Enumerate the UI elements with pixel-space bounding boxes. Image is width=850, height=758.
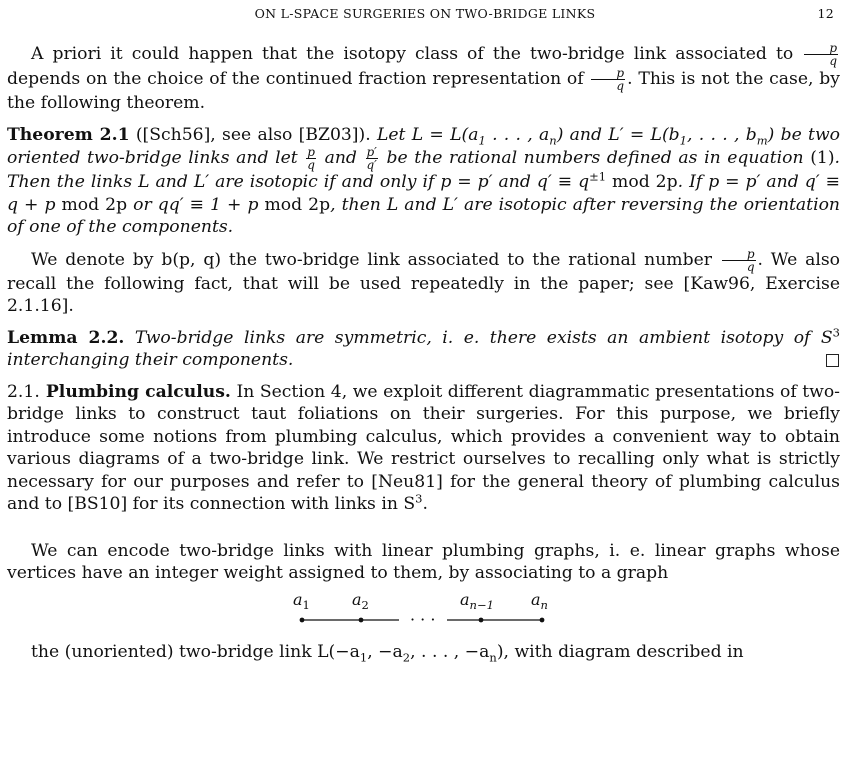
fraction-p-q: $\frac{p}{q}$ (804, 42, 838, 67)
fraction-p-prime-q-prime: $\frac{p'}{q'}$ (366, 145, 377, 172)
section-title: Plumbing calculus. (39, 381, 231, 402)
text-run: the (unoriented) two-bridge link L(−a (31, 641, 360, 662)
lemma-heading: Lemma 2.2. (7, 327, 125, 348)
text-run: We denote by b(p, q) the two-bridge link associated to the rational number (31, 249, 720, 270)
graph-vertex (479, 617, 484, 622)
linear-plumbing-graph (7, 587, 840, 637)
graph-vertex (300, 617, 305, 622)
theorem-statement: Let $L = L(a_1$ . . . , $a_n$) and $L' = L(b_1$, . . . , $b_m$) be two oriented two-bridge links and let $\frac{p}{q}$ and $\frac{p'}{q'}$ be the rational numbers defined as in equation (1). Then the links L and L′ are isotopic if and only if p = p′ and $q' \equiv q^{\pm 1}$ mod 2p. If p = p′ and q′ ≡ q + p mod 2p or qq′ ≡ 1 + p mod 2p, then L and L′ are isotopic after reversing the orientation of one of the components. (7, 124, 841, 237)
vertex-label: $a_2$ (352, 589, 369, 612)
equation-ref[interactable]: (1) (810, 148, 835, 168)
theorem-2-1 (7, 124, 840, 239)
vertex-label: $a_{n-1}$ (460, 589, 494, 612)
theorem-heading: Theorem 2.1 (7, 124, 130, 145)
paragraph-priori (7, 42, 840, 115)
paragraph-denote (7, 248, 840, 318)
fraction-p-q: $\frac{p}{q}$ (591, 67, 625, 92)
fraction-p-q: $\frac{p}{q}$ (307, 145, 315, 172)
fraction-p-q: $\frac{p}{q}$ (722, 248, 756, 273)
page-number: 12 (817, 6, 834, 21)
text-run: . We also recall the following fact, that will be used repeatedly in the paper; see [Kaw96, Exercise 2.1.16]. (7, 249, 840, 316)
theorem-citation: ([Sch56], see also [BZ03]). (129, 124, 371, 145)
paragraph-unoriented: the (unoriented) two-bridge link $L(-a_1$, $-a_2$, . . . , $-a_n$), with diagram described in (31, 641, 744, 664)
graph-vertex (540, 617, 545, 622)
text-run: A priori it could happen that the isotopy class of the two-bridge link associated to (31, 44, 794, 64)
graph-vertex (359, 617, 364, 622)
vertex-label: $a_1$ (293, 589, 310, 612)
vertex-label: $a_n$ (531, 589, 548, 612)
graph-ellipsis: · · · (410, 609, 436, 629)
section-number: 2.1. (7, 381, 40, 402)
paragraph-encode (7, 540, 840, 585)
lemma-2-2 (7, 324, 840, 372)
section-plumbing-calculus: 2.1. Plumbing calculus. In Section 4, we exploit different diagrammatic presentations of two-bridge links to construct taut foliations on their surgeries. For this purpose, we briefly introduce some notions from plumbing calculus, which provides a convenient way to obtain various diagrams of a two-bridge link. We restrict ourselves to recalling only what is strictly necessary for our purposes and refer to [Neu81] for the general theory of plumbing calculus and to [BS10] for its connection with links in $S^3$. (7, 381, 840, 514)
text-run: depends on the choice of the continued fraction representation of (7, 69, 590, 89)
qed-square-icon (826, 354, 839, 367)
text-run: We can encode two-bridge links with linear plumbing graphs, i. e. linear graphs whose vertices have an integer weight assigned to them, by associating to a graph (7, 540, 840, 583)
running-title: ON L-SPACE SURGERIES ON TWO-BRIDGE LINKS (254, 6, 596, 21)
text-run: . This is not the case, by the following theorem. (7, 69, 840, 113)
text-run: In Section 4, we exploit different diagrammatic presentations of two-bridge links to construct taut foliations on their surgeries. For this purpose, we briefly introduce some notions from plumbing calculus, which provides a convenient way to obtain various diagrams of a two-bridge link. We restrict ourselves to recalling only what is strictly necessary for our purposes and refer to [Neu81] for the general theory of plumbing calculus and to [BS10] for its connection with links in S (7, 381, 840, 514)
body-text (7, 42, 840, 663)
lemma-statement: Two-bridge links are symmetric, i. e. there exists an ambient isotopy of $S^3$ interchanging their components. (7, 324, 840, 370)
